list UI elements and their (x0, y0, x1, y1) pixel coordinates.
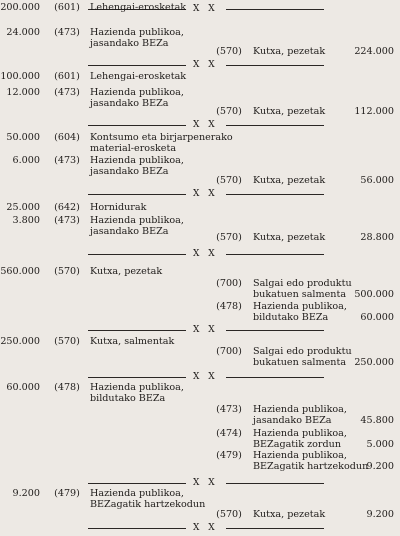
credit-amount: 500.000 (354, 288, 394, 300)
separator-line (88, 65, 186, 66)
separator-line (88, 377, 186, 378)
debit-account-name: jasandako BEZa (90, 37, 169, 49)
debit-account-code: (601) (54, 2, 80, 13)
credit-account-code: (479) (216, 450, 242, 461)
separator-line (88, 483, 186, 484)
debit-amount: 100.000 (0, 71, 40, 82)
credit-amount: 224.000 (354, 46, 394, 57)
debit-account-name: material-erosketa (90, 142, 177, 154)
credit-amount: 60.000 (360, 311, 394, 323)
debit-account-name: Kontsumo eta birjarpenerako (90, 132, 233, 143)
separator-line (226, 483, 324, 484)
credit-account-name: bukatuen salmenta (253, 356, 347, 368)
credit-amount: 28.800 (360, 232, 394, 243)
debit-amount: 6.000 (12, 155, 40, 166)
credit-account-code: (570) (216, 46, 242, 57)
credit-account-name: BEZagatik hartzekodun (253, 460, 369, 472)
credit-account-name: Kutxa, pezetak (253, 509, 326, 520)
credit-account-name: bukatuen salmenta (253, 288, 347, 300)
separator-mark: X X (193, 120, 218, 130)
separator-mark: X X (193, 60, 218, 70)
credit-amount: 45.800 (360, 414, 394, 426)
debit-amount: 200.000 (0, 2, 40, 13)
debit-account-name: Hazienda publikoa, (90, 87, 184, 98)
separator-line (226, 377, 324, 378)
separator-mark: X X (193, 372, 218, 382)
credit-account-name: Hazienda publikoa, (253, 450, 347, 461)
debit-account-name: jasandako BEZa (90, 165, 169, 177)
debit-account-name: Hazienda publikoa, (90, 215, 184, 226)
debit-amount: 12.000 (6, 87, 40, 98)
credit-account-code: (700) (216, 346, 242, 357)
debit-account-name: Hazienda publikoa, (90, 27, 184, 38)
debit-amount: 25.000 (6, 202, 40, 213)
separator-line (88, 330, 186, 331)
debit-account-name: bildutako BEZa (90, 392, 166, 404)
debit-account-name: Hazienda publikoa, (90, 488, 184, 499)
credit-account-name: Kutxa, pezetak (253, 232, 326, 243)
separator-mark: X X (193, 249, 218, 259)
separator-line (226, 254, 324, 255)
separator-line (226, 330, 324, 331)
separator-line (88, 194, 186, 195)
debit-account-name: Kutxa, pezetak (90, 266, 163, 277)
separator-line (226, 528, 324, 529)
credit-account-code: (570) (216, 106, 242, 117)
separator-mark: X X (193, 189, 218, 199)
debit-account-code: (604) (54, 132, 80, 143)
credit-amount: 9.200 (366, 509, 394, 520)
debit-account-name: Lehengai-erosketak (90, 71, 187, 82)
credit-account-name: Kutxa, pezetak (253, 46, 326, 57)
separator-line (226, 194, 324, 195)
credit-account-name: BEZagatik zordun (253, 438, 342, 450)
credit-amount: 9.200 (366, 460, 394, 472)
credit-account-code: (478) (216, 301, 242, 312)
debit-amount: 250.000 (0, 336, 40, 347)
credit-account-name: Hazienda publikoa, (253, 428, 347, 439)
debit-amount: 9.200 (12, 488, 40, 499)
debit-account-name: Lehengai-erosketak (90, 2, 187, 13)
credit-account-name: Hazienda publikoa, (253, 404, 347, 415)
credit-account-code: (474) (216, 428, 242, 439)
credit-account-name: jasandako BEZa (253, 414, 332, 426)
separator-line (88, 528, 186, 529)
credit-account-name: Hazienda publikoa, (253, 301, 347, 312)
debit-account-code: (601) (54, 71, 80, 82)
debit-account-name: jasandako BEZa (90, 97, 169, 109)
debit-account-name: BEZagatik hartzekodun (90, 498, 206, 510)
debit-account-name: Hazienda publikoa, (90, 155, 184, 166)
separator-mark: X X (193, 4, 218, 14)
credit-amount: 250.000 (354, 356, 394, 368)
credit-account-name: Salgai edo produktu (253, 278, 352, 289)
credit-amount: 5.000 (366, 438, 394, 450)
debit-account-code: (473) (54, 27, 80, 38)
debit-account-name: Hornidurak (90, 202, 147, 213)
debit-account-name: Hazienda publikoa, (90, 382, 184, 393)
credit-account-name: Kutxa, pezetak (253, 106, 326, 117)
debit-account-code: (570) (54, 336, 80, 347)
credit-account-code: (570) (216, 175, 242, 186)
separator-mark: X X (193, 478, 218, 488)
debit-amount: 60.000 (6, 382, 40, 393)
credit-account-code: (570) (216, 232, 242, 243)
debit-amount: 50.000 (6, 132, 40, 143)
separator-line (226, 65, 324, 66)
debit-amount: 3.800 (12, 215, 40, 226)
separator-line (226, 125, 324, 126)
debit-account-code: (479) (54, 488, 80, 499)
debit-amount: 24.000 (6, 27, 40, 38)
separator-mark: X X (193, 523, 218, 533)
debit-account-code: (473) (54, 155, 80, 166)
credit-account-name: bildutako BEZa (253, 311, 329, 323)
credit-amount: 56.000 (360, 175, 394, 186)
debit-account-code: (478) (54, 382, 80, 393)
debit-account-name: Kutxa, salmentak (90, 336, 175, 347)
debit-account-code: (570) (54, 266, 80, 277)
credit-account-code: (700) (216, 278, 242, 289)
debit-account-code: (473) (54, 87, 80, 98)
credit-amount: 112.000 (354, 106, 394, 117)
separator-line (88, 254, 186, 255)
debit-account-code: (642) (54, 202, 80, 213)
separator-line (88, 125, 186, 126)
separator-line (226, 9, 324, 10)
debit-amount: 560.000 (0, 266, 40, 277)
credit-account-name: Salgai edo produktu (253, 346, 352, 357)
credit-account-name: Kutxa, pezetak (253, 175, 326, 186)
debit-account-name: jasandako BEZa (90, 225, 169, 237)
separator-mark: X X (193, 325, 218, 335)
credit-account-code: (570) (216, 509, 242, 520)
debit-account-code: (473) (54, 215, 80, 226)
credit-account-code: (473) (216, 404, 242, 415)
